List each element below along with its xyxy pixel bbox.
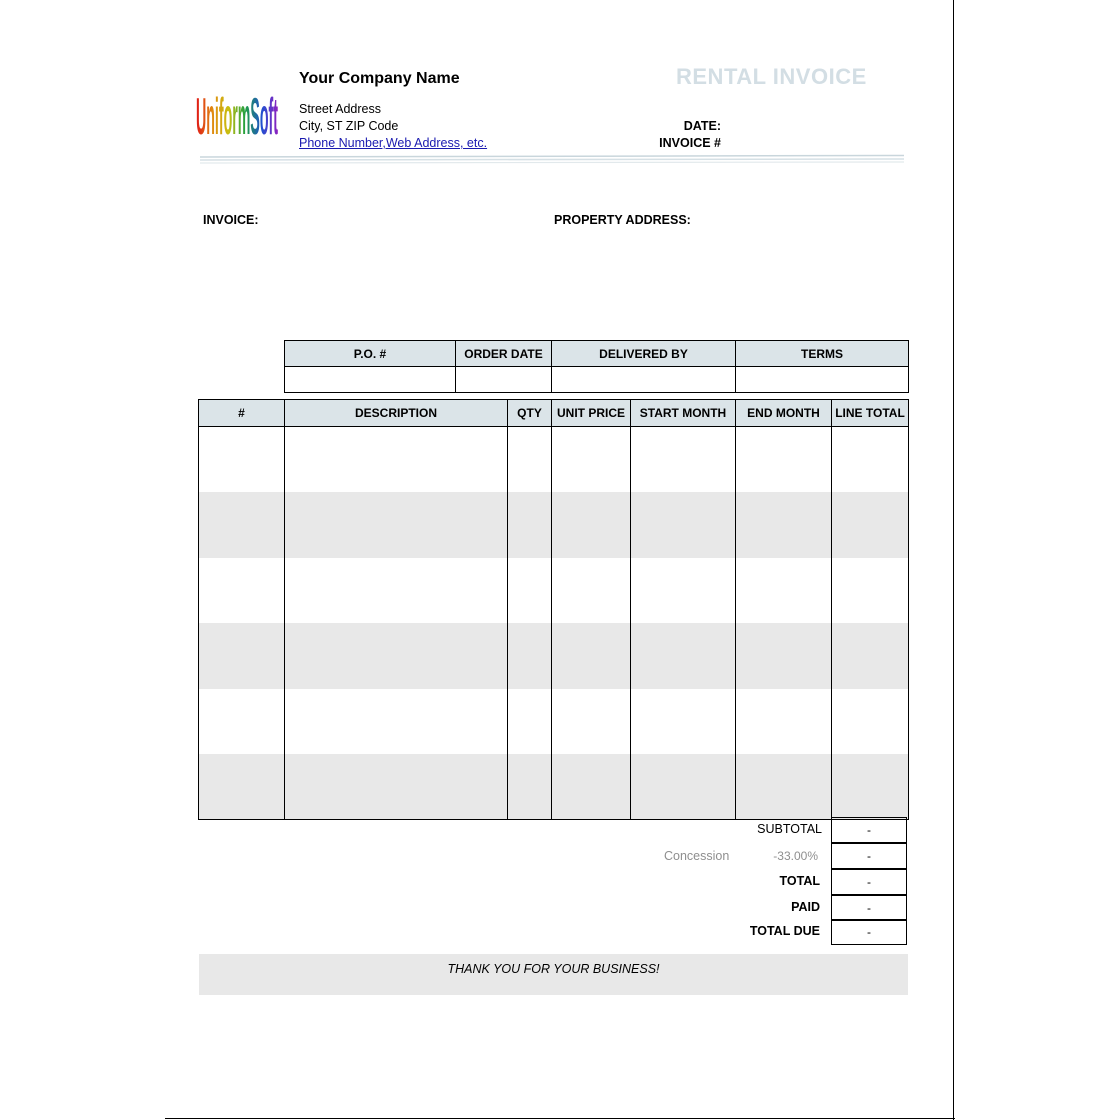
total-value[interactable]: - <box>831 869 907 895</box>
description-cell[interactable] <box>285 558 508 624</box>
company-logo <box>196 84 278 144</box>
description-header: DESCRIPTION <box>285 400 508 427</box>
city-state-zip: City, ST ZIP Code <box>299 119 399 133</box>
company-name: Your Company Name <box>299 70 460 87</box>
table-row <box>199 623 909 689</box>
subtotal-value[interactable]: - <box>831 817 907 843</box>
table-row <box>199 492 909 558</box>
item-number-cell[interactable] <box>199 754 285 820</box>
page-edge-bottom <box>165 1118 955 1119</box>
description-cell[interactable] <box>285 754 508 820</box>
table-row <box>199 689 909 755</box>
line-items-table <box>198 399 909 820</box>
item-number-cell[interactable] <box>199 427 285 493</box>
property-address-label: PROPERTY ADDRESS: <box>554 213 691 227</box>
total-due-value[interactable]: - <box>831 919 907 945</box>
order-date-cell[interactable] <box>456 367 552 393</box>
terms-header: TERMS <box>736 341 909 367</box>
unit-price-cell[interactable] <box>552 623 631 689</box>
line-total-cell[interactable] <box>832 492 909 558</box>
unit-price-cell[interactable] <box>552 754 631 820</box>
end-month-cell[interactable] <box>736 558 832 624</box>
po-number-cell[interactable] <box>285 367 456 393</box>
line-total-cell[interactable] <box>832 558 909 624</box>
total-label: TOTAL <box>779 874 820 888</box>
paid-label: PAID <box>791 900 820 914</box>
table-row <box>199 754 909 820</box>
contact-link[interactable]: Phone Number,Web Address, etc. <box>299 136 488 150</box>
paid-value[interactable]: - <box>831 895 907 921</box>
unit-price-cell[interactable] <box>552 427 631 493</box>
invoice-number-label: INVOICE # <box>659 136 721 150</box>
page-edge-right <box>953 0 954 1120</box>
start-month-cell[interactable] <box>631 427 736 493</box>
table-row <box>199 427 909 493</box>
item-number-cell[interactable] <box>199 623 285 689</box>
delivered-by-header: DELIVERED BY <box>552 341 736 367</box>
unit-price-cell[interactable] <box>552 689 631 755</box>
terms-cell[interactable] <box>736 367 909 393</box>
line-total-cell[interactable] <box>832 689 909 755</box>
item-number-cell[interactable] <box>199 689 285 755</box>
concession-label: Concession <box>664 849 730 863</box>
line-total-header: LINE TOTAL <box>832 400 909 427</box>
unit-price-cell[interactable] <box>552 492 631 558</box>
document-title: RENTAL INVOICE <box>676 64 867 89</box>
order-date-header: ORDER DATE <box>456 341 552 367</box>
po-number-header: P.O. # <box>285 341 456 367</box>
end-month-header: END MONTH <box>736 400 832 427</box>
qty-header: QTY <box>508 400 552 427</box>
unit-price-header: UNIT PRICE <box>552 400 631 427</box>
description-cell[interactable] <box>285 689 508 755</box>
logo-wordmark: UniformSoft <box>196 88 278 144</box>
qty-cell[interactable] <box>508 689 552 755</box>
start-month-cell[interactable] <box>631 492 736 558</box>
date-label: DATE: <box>683 119 721 133</box>
description-cell[interactable] <box>285 492 508 558</box>
line-total-cell[interactable] <box>832 754 909 820</box>
header-divider <box>200 154 904 164</box>
end-month-cell[interactable] <box>736 492 832 558</box>
qty-cell[interactable] <box>508 623 552 689</box>
end-month-cell[interactable] <box>736 623 832 689</box>
end-month-cell[interactable] <box>736 689 832 755</box>
line-total-cell[interactable] <box>832 427 909 493</box>
total-due-label: TOTAL DUE <box>749 924 820 938</box>
start-month-cell[interactable] <box>631 689 736 755</box>
start-month-cell[interactable] <box>631 754 736 820</box>
description-cell[interactable] <box>285 623 508 689</box>
table-row <box>199 558 909 624</box>
order-info-table <box>284 340 909 393</box>
start-month-cell[interactable] <box>631 558 736 624</box>
description-cell[interactable] <box>285 427 508 493</box>
subtotal-label: SUBTOTAL <box>757 822 822 836</box>
start-month-header: START MONTH <box>631 400 736 427</box>
thank-you-message: THANK YOU FOR YOUR BUSINESS! <box>447 962 660 976</box>
street-address: Street Address <box>299 102 381 116</box>
invoice-to-label: INVOICE: <box>203 213 259 227</box>
item-number-cell[interactable] <box>199 558 285 624</box>
end-month-cell[interactable] <box>736 427 832 493</box>
end-month-cell[interactable] <box>736 754 832 820</box>
qty-cell[interactable] <box>508 558 552 624</box>
qty-cell[interactable] <box>508 427 552 493</box>
item-number-cell[interactable] <box>199 492 285 558</box>
delivered-by-cell[interactable] <box>552 367 736 393</box>
concession-value[interactable]: - <box>831 843 907 869</box>
qty-cell[interactable] <box>508 492 552 558</box>
qty-cell[interactable] <box>508 754 552 820</box>
concession-rate[interactable]: -33.00% <box>773 849 818 863</box>
item-number-header: # <box>199 400 285 427</box>
start-month-cell[interactable] <box>631 623 736 689</box>
unit-price-cell[interactable] <box>552 558 631 624</box>
line-total-cell[interactable] <box>832 623 909 689</box>
